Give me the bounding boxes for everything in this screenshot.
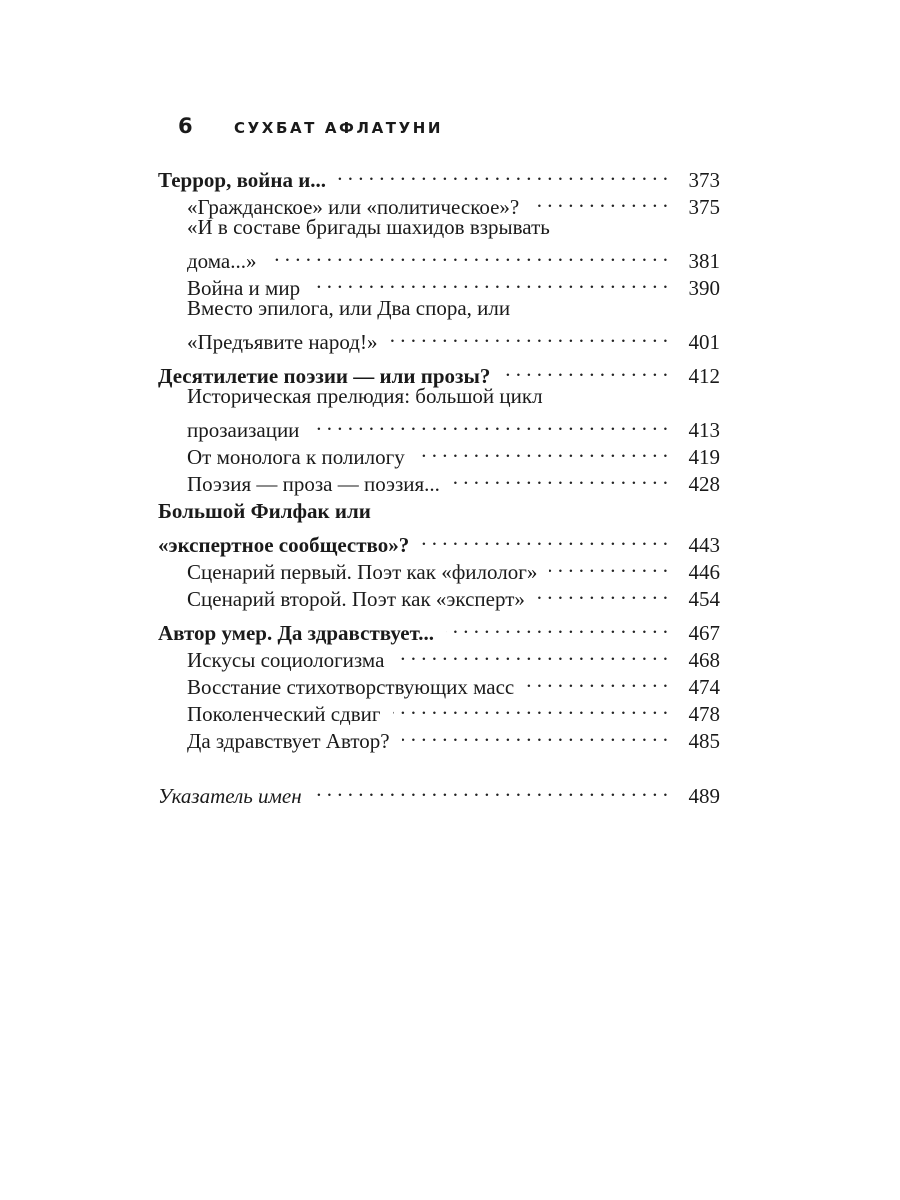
dot-leader (452, 464, 668, 491)
toc-entry-title: Указатель имен (158, 784, 302, 808)
toc-entry-page: 419 (688, 445, 720, 469)
running-head (178, 114, 443, 138)
table-of-contents (158, 160, 720, 808)
toc-entry-index[interactable] (158, 776, 720, 808)
dot-leader (502, 356, 668, 383)
dot-leader (421, 525, 668, 552)
toc-entry-title: Вместо эпилога, или Два спора, или (187, 296, 511, 320)
dot-leader (393, 694, 669, 721)
dot-leader (417, 437, 668, 464)
dot-leader (389, 322, 668, 349)
dot-leader (311, 410, 668, 437)
toc-entry-page: 443 (688, 533, 720, 557)
toc-entry-page: 454 (688, 587, 720, 611)
toc-entry-page: 489 (688, 784, 720, 808)
toc-entry-title: «И в составе бригады шахидов взрывать (187, 215, 550, 239)
toc-entry-title: Война и мир (187, 276, 301, 300)
toc-entry-page: 412 (688, 364, 720, 388)
toc-entry-title: Сценарий первый. Поэт как «филолог» (187, 560, 538, 584)
toc-entry-page: 413 (688, 418, 720, 442)
toc-entry-title: Террор, война и... (158, 168, 327, 192)
toc-entry-page: 401 (688, 330, 720, 354)
dot-leader (396, 640, 668, 667)
toc-entry-line[interactable] (158, 214, 720, 241)
toc-entry-title: Сценарий второй. Поэт как «эксперт» (187, 587, 525, 611)
toc-entry-title: Поэзия — проза — поэзия... (187, 472, 440, 496)
toc-entry-title: Восстание стихотворствующих масс (187, 675, 515, 699)
dot-leader (537, 579, 668, 606)
toc-entry-title: Искусы социологизма (187, 648, 385, 672)
dot-leader (549, 552, 668, 579)
toc-entry-page: 375 (688, 195, 720, 219)
toc-entry[interactable] (158, 613, 720, 645)
toc-entry-title: Большой Филфак или (158, 499, 371, 523)
dot-leader (446, 613, 668, 640)
toc-entry-line[interactable] (158, 295, 720, 322)
toc-entry-page: 468 (688, 648, 720, 672)
author-name: СУХБАТ АФЛАТУНИ (234, 119, 444, 137)
toc-entry-title: Автор умер. Да здравствует... (158, 621, 435, 645)
toc-entry-title-cont: «экспертное сообщество»? (158, 533, 410, 557)
toc-entry-page: 428 (688, 472, 720, 496)
toc-entry-page: 373 (688, 168, 720, 192)
toc-entry-page: 474 (688, 675, 720, 699)
toc-entry-title: Поколенческий сдвиг (187, 702, 381, 726)
toc-entry-page: 485 (688, 729, 720, 753)
toc-entry-title: «Гражданское» или «политическое»? (187, 195, 520, 219)
toc-entry[interactable] (158, 525, 720, 557)
toc-entry-title-cont: прозаизации (187, 418, 300, 442)
dot-leader (338, 160, 668, 187)
dot-leader (526, 667, 668, 694)
dot-leader (402, 721, 668, 748)
toc-entry[interactable] (158, 356, 720, 388)
toc-entry-title-cont: «Предъявите народ!» (187, 330, 378, 354)
dot-leader (314, 776, 668, 803)
toc-entry[interactable] (158, 322, 720, 354)
dot-leader (312, 268, 668, 295)
toc-entry[interactable] (158, 241, 720, 273)
toc-entry-page: 390 (688, 276, 720, 300)
toc-entry-title: От монолога к полилогу (187, 445, 405, 469)
toc-entry-title: Историческая прелюдия: большой цикл (187, 384, 543, 408)
toc-entry-title: Да здравствует Автор? (187, 729, 390, 753)
toc-entry-page: 381 (688, 249, 720, 273)
dot-leader (269, 241, 668, 268)
toc-entry-page: 446 (688, 560, 720, 584)
toc-entry-line[interactable] (158, 498, 720, 525)
toc-entry[interactable] (158, 160, 720, 192)
dot-leader (531, 187, 668, 214)
toc-entry-page: 467 (688, 621, 720, 645)
toc-entry-title: Десятилетие поэзии — или прозы? (158, 364, 491, 388)
toc-entry[interactable] (158, 410, 720, 442)
toc-entry-title-cont: дома...» (187, 249, 257, 273)
page-number: 6 (178, 114, 193, 138)
toc-entry-page: 478 (688, 702, 720, 726)
toc-entry-line[interactable] (158, 383, 720, 410)
